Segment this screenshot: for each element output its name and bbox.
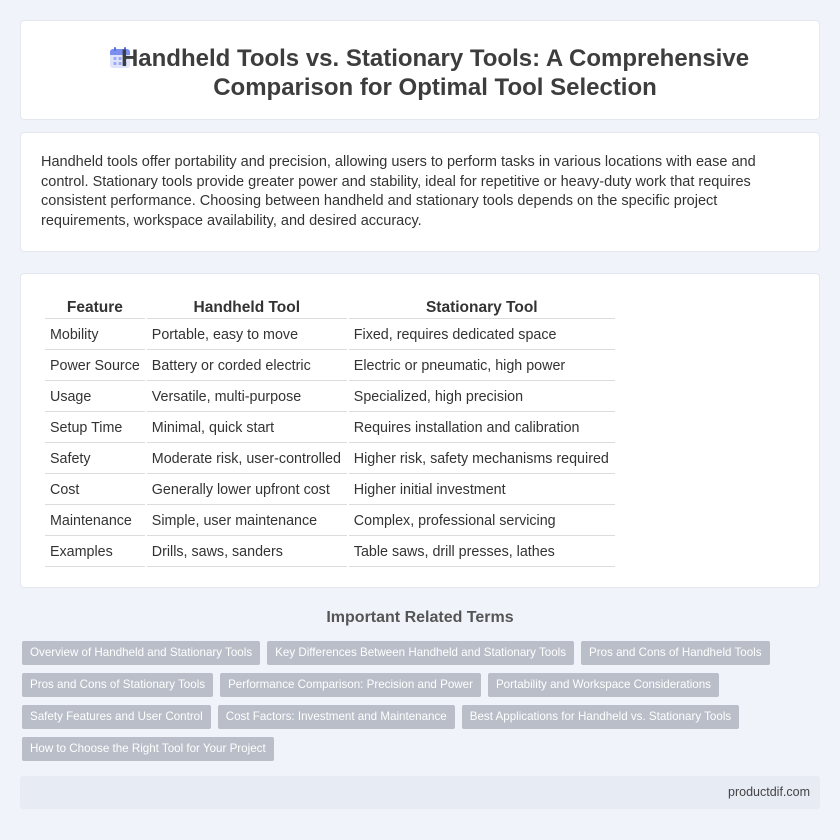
- table-row: [45, 321, 615, 350]
- header-handheld-tool: Handheld Tool: [147, 296, 347, 319]
- title-card: [20, 20, 820, 120]
- stationary-cell: Complex, professional servicing: [349, 507, 615, 536]
- feature-cell: Mobility: [45, 321, 145, 350]
- related-term-link[interactable]: Pros and Cons of Stationary Tools: [22, 673, 213, 697]
- related-term-link[interactable]: Portability and Workspace Considerations: [488, 673, 719, 697]
- table-row: [45, 383, 615, 412]
- related-term-link[interactable]: Safety Features and User Control: [22, 705, 211, 729]
- handheld-cell: Battery or corded electric: [147, 352, 347, 381]
- feature-cell: Maintenance: [45, 507, 145, 536]
- feature-cell: Power Source: [45, 352, 145, 381]
- handheld-cell: Generally lower upfront cost: [147, 476, 347, 505]
- feature-cell: Usage: [45, 383, 145, 412]
- stationary-cell: Requires installation and calibration: [349, 414, 615, 443]
- feature-cell: Examples: [45, 538, 145, 567]
- header-stationary-tool: Stationary Tool: [349, 296, 615, 319]
- related-terms-list: [22, 641, 802, 761]
- table-header-row: [45, 296, 615, 319]
- table-row: [45, 476, 615, 505]
- related-term-link[interactable]: Performance Comparison: Precision and Power: [220, 673, 481, 697]
- stationary-cell: Higher initial investment: [349, 476, 615, 505]
- stationary-cell: Table saws, drill presses, lathes: [349, 538, 615, 567]
- related-term-link[interactable]: How to Choose the Right Tool for Your Project: [22, 737, 274, 761]
- table-row: [45, 445, 615, 474]
- comparison-table-card: [20, 273, 820, 588]
- stationary-cell: Electric or pneumatic, high power: [349, 352, 615, 381]
- related-term-link[interactable]: Best Applications for Handheld vs. Stationary Tools: [462, 705, 739, 729]
- handheld-cell: Simple, user maintenance: [147, 507, 347, 536]
- handheld-cell: Moderate risk, user-controlled: [147, 445, 347, 474]
- feature-cell: Cost: [45, 476, 145, 505]
- page-title: Handheld Tools vs. Stationary Tools: A Comprehensive Comparison for Optimal Tool Selection: [120, 45, 750, 101]
- table-row: [45, 538, 615, 567]
- stationary-cell: Fixed, requires dedicated space: [349, 321, 615, 350]
- intro-card: [20, 132, 820, 252]
- related-term-link[interactable]: Key Differences Between Handheld and Stationary Tools: [267, 641, 574, 665]
- feature-cell: Setup Time: [45, 414, 145, 443]
- table-row: [45, 507, 615, 536]
- intro-paragraph: Handheld tools offer portability and precision, allowing users to perform tasks in various locations with ease and control. Stationary tools provide greater power and stability, ideal for repetitive or heavy-duty work that requires consistent performance. Choosing between handheld and stationary tools depends on the specific project requirements, workspace availability, and desired accuracy.: [41, 154, 756, 229]
- handheld-cell: Drills, saws, sanders: [147, 538, 347, 567]
- related-term-link[interactable]: Overview of Handheld and Stationary Tools: [22, 641, 260, 665]
- footer-site-link[interactable]: productdif.com: [728, 785, 810, 799]
- footer: [20, 776, 820, 809]
- related-term-link[interactable]: Pros and Cons of Handheld Tools: [581, 641, 770, 665]
- handheld-cell: Versatile, multi-purpose: [147, 383, 347, 412]
- related-term-link[interactable]: Cost Factors: Investment and Maintenance: [218, 705, 455, 729]
- stationary-cell: Higher risk, safety mechanisms required: [349, 445, 615, 474]
- table-row: [45, 352, 615, 381]
- stationary-cell: Specialized, high precision: [349, 383, 615, 412]
- feature-cell: Safety: [45, 445, 145, 474]
- handheld-cell: Minimal, quick start: [147, 414, 347, 443]
- comparison-table: [43, 294, 617, 569]
- table-row: [45, 414, 615, 443]
- header-feature: Feature: [45, 296, 145, 319]
- related-terms-heading: Important Related Terms: [326, 609, 514, 626]
- handheld-cell: Portable, easy to move: [147, 321, 347, 350]
